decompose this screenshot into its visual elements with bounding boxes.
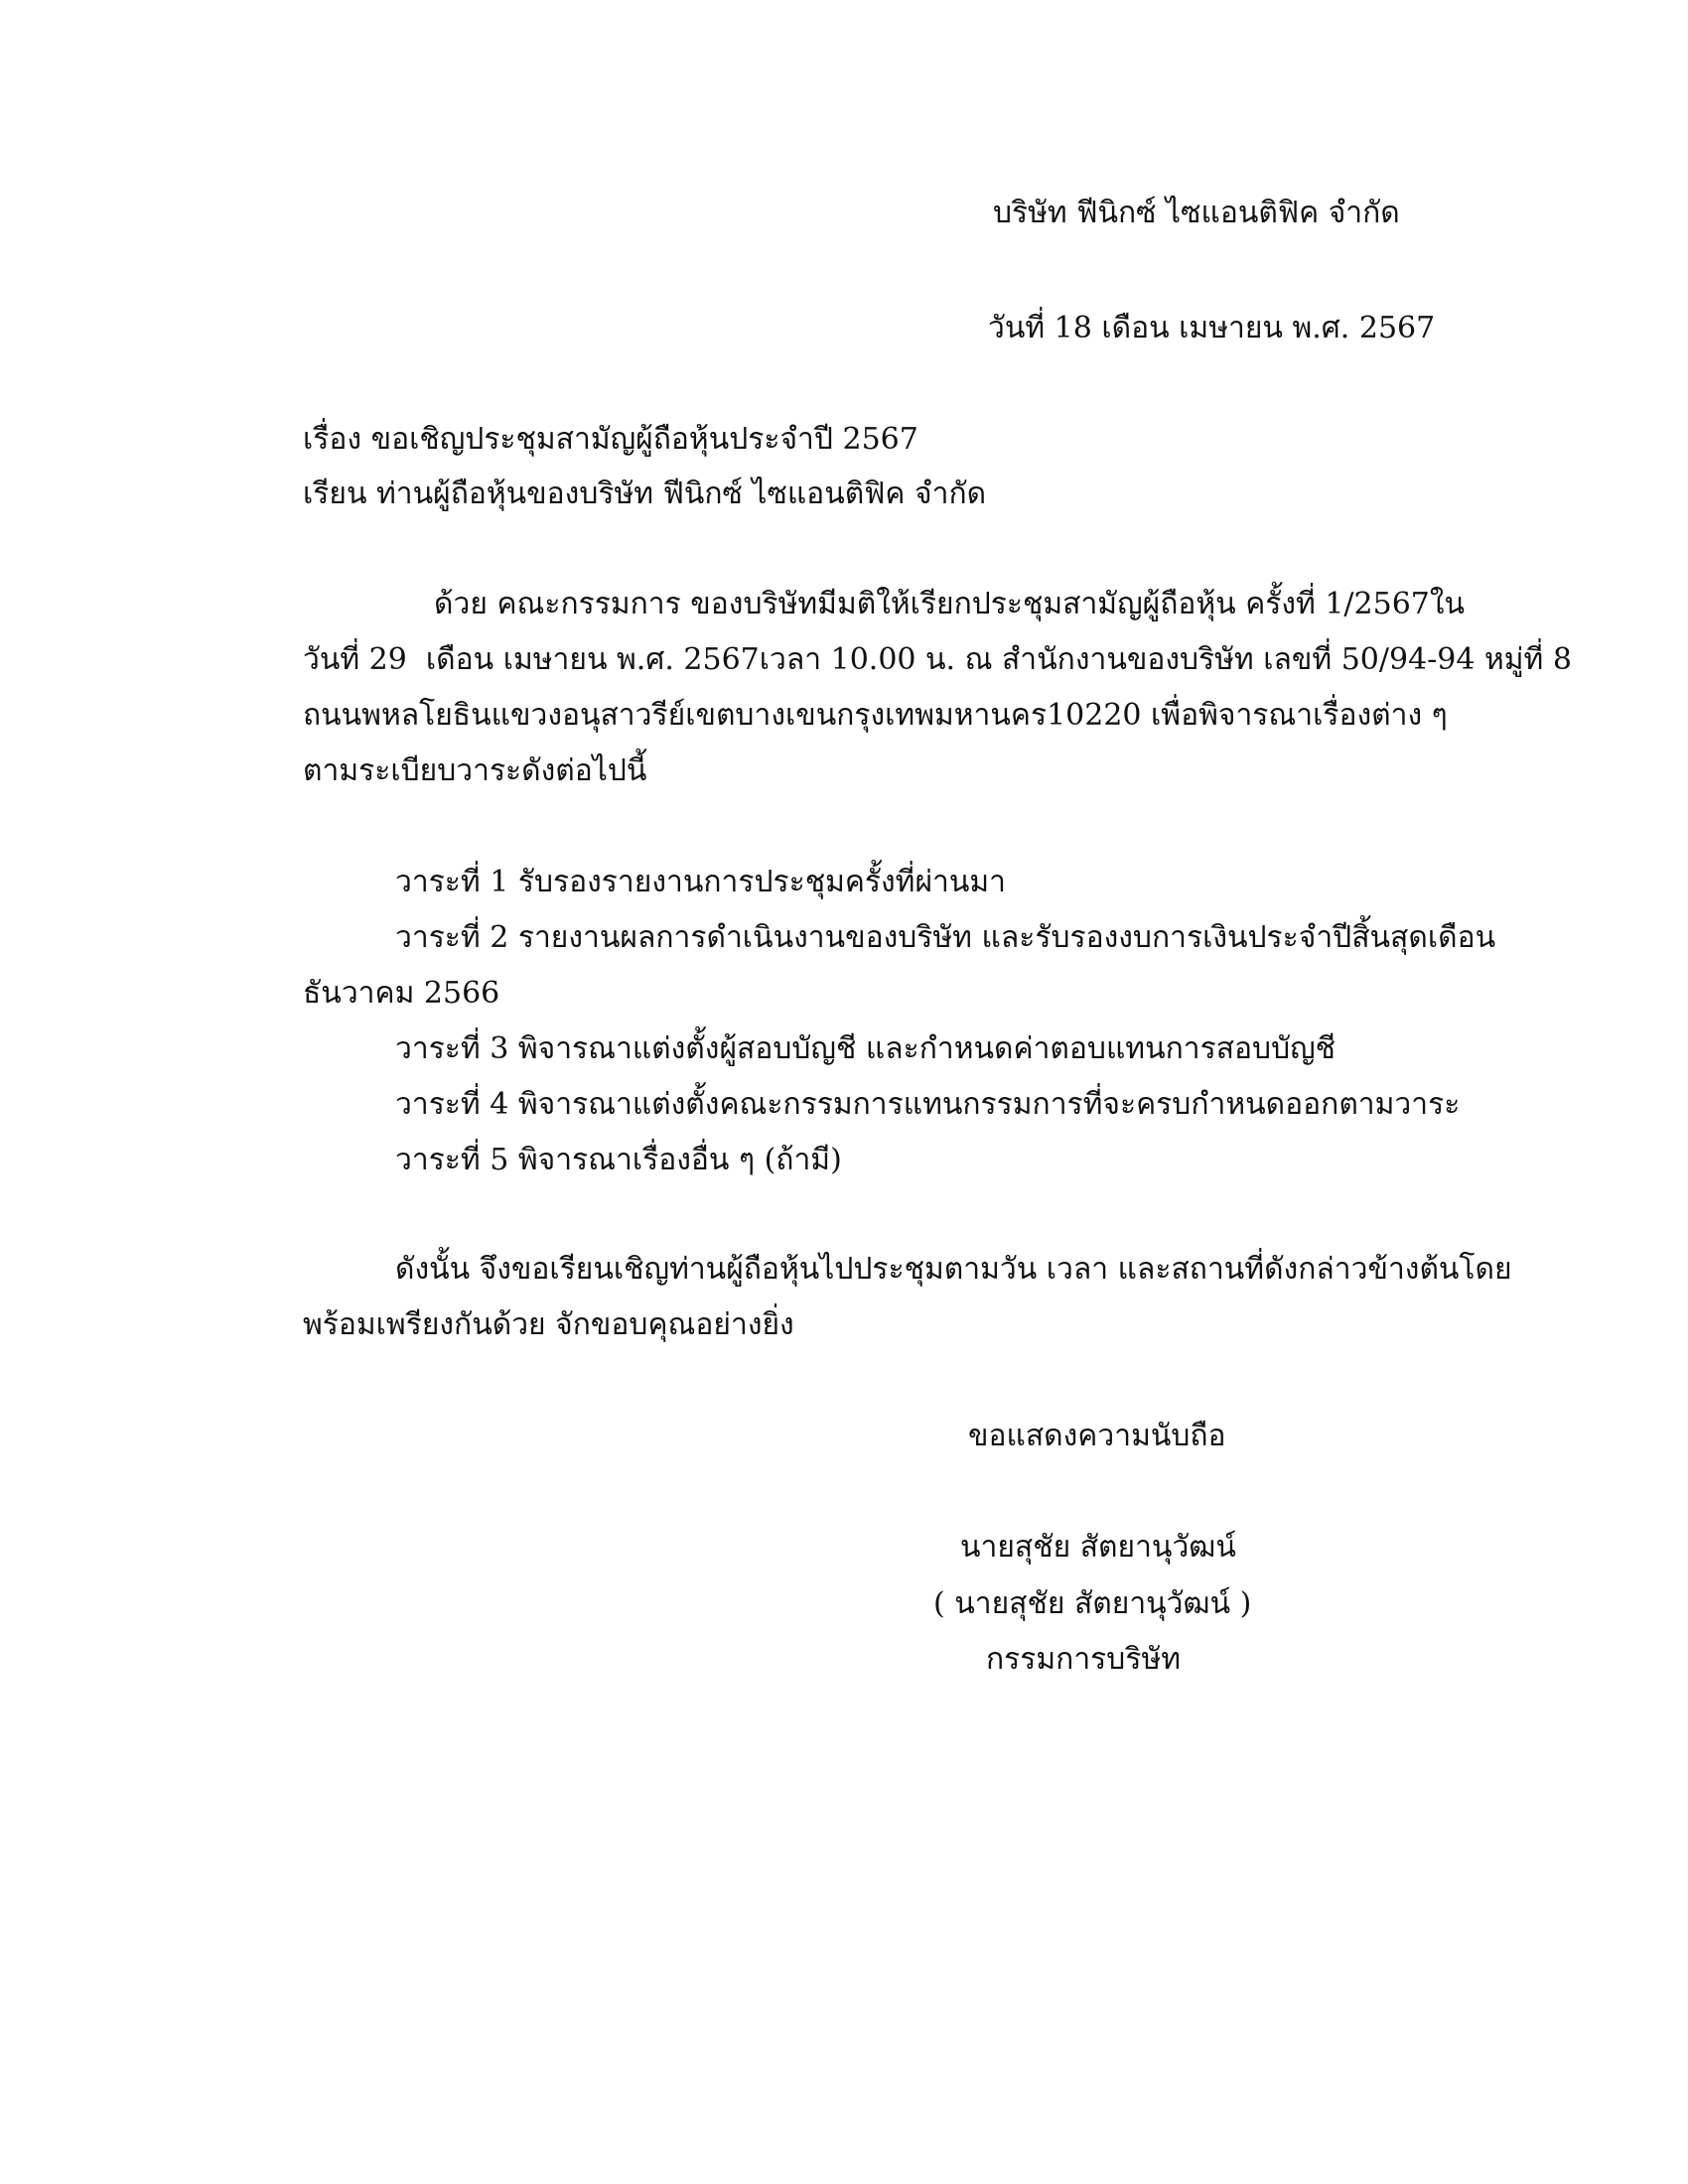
intro-line-3-postcode: 10220 เพื่อพิจารณาเรื่องต่าง ๆ: [1047, 698, 1448, 733]
intro-line-2: [303, 642, 1572, 677]
signer-name-parenthetical: ( นายสุชัย สัตยานุวัฒน์ ): [933, 1586, 1252, 1621]
intro-line-2-date: วันที่ 29 เดือน เมษายน พ.ศ. 2567: [303, 642, 760, 677]
intro-line-1-text: ด้วย คณะกรรมการ ของบริษัทมีมติให้เรียกประชุมสามัญผู้ถือหุ้น ครั้งที่ 1/2567: [434, 587, 1430, 621]
agenda-item-5: วาระที่ 5 พิจารณาเรื่องอื่น ๆ (ถ้ามี): [395, 1143, 842, 1177]
company-name: บริษัท ฟีนิกซ์ ไซแอนติฟิค จำกัด: [993, 196, 1400, 230]
signer-name: นายสุชัย สัตยานุวัฒน์: [960, 1530, 1236, 1565]
closing-line-1: ดังนั้น จึงขอเรียนเชิญท่านผู้ถือหุ้นไปประชุมตามวัน เวลา และสถานที่ดังกล่าวข้างต้นโดย: [395, 1252, 1512, 1287]
closing-line-2: พร้อมเพรียงกันด้วย จักขอบคุณอย่างยิ่ง: [303, 1307, 794, 1342]
signer-title: กรรมการบริษัท: [986, 1642, 1181, 1677]
agenda-item-2: วาระที่ 2 รายงานผลการดำเนินงานของบริษัท และรับรองงบการเงินประจำปีสิ้นสุดเดือน: [395, 920, 1496, 955]
intro-line-4: ตามระเบียบวาระดังต่อไปนี้: [303, 753, 647, 788]
intro-line-1-end: ใน: [1429, 587, 1466, 621]
recipient-line: เรียน ท่านผู้ถือหุ้นของบริษัท ฟีนิกซ์ ไซแอนติฟิค จำกัด: [303, 477, 987, 511]
agenda-item-4: วาระที่ 4 พิจารณาแต่งตั้งคณะกรรมการแทนกรรมการที่จะครบกำหนดออกตามวาระ: [395, 1087, 1461, 1122]
letter-date: วันที่ 18 เดือน เมษายน พ.ศ. 2567: [988, 311, 1436, 345]
salutation: ขอแสดงความนับถือ: [968, 1419, 1226, 1453]
subject-line: เรื่อง ขอเชิญประชุมสามัญผู้ถือหุ้นประจำปี 2567: [303, 422, 918, 457]
intro-line-3: [303, 698, 1448, 733]
intro-line-3-district: เขตบางเขน: [685, 698, 837, 733]
intro-line-3-road: ถนนพหลโยธิน: [303, 698, 492, 733]
intro-line-3-subdistrict: แขวงอนุสาวรีย์: [491, 698, 686, 733]
agenda-item-2-cont: ธันวาคม 2566: [303, 976, 500, 1011]
intro-line-3-province: กรุงเทพมหานคร: [836, 698, 1048, 733]
agenda-item-3: วาระที่ 3 พิจารณาแต่งตั้งผู้สอบบัญชี และกำหนดค่าตอบแทนการสอบบัญชี: [395, 1031, 1336, 1066]
intro-line-2-place: เวลา 10.00 น. ณ สำนักงานของบริษัท เลขที่ 50/94-94 หมู่ที่ 8: [759, 642, 1572, 677]
intro-line-1: [434, 587, 1466, 621]
agenda-item-1: วาระที่ 1 รับรองรายงานการประชุมครั้งที่ผ่านมา: [395, 865, 1007, 899]
